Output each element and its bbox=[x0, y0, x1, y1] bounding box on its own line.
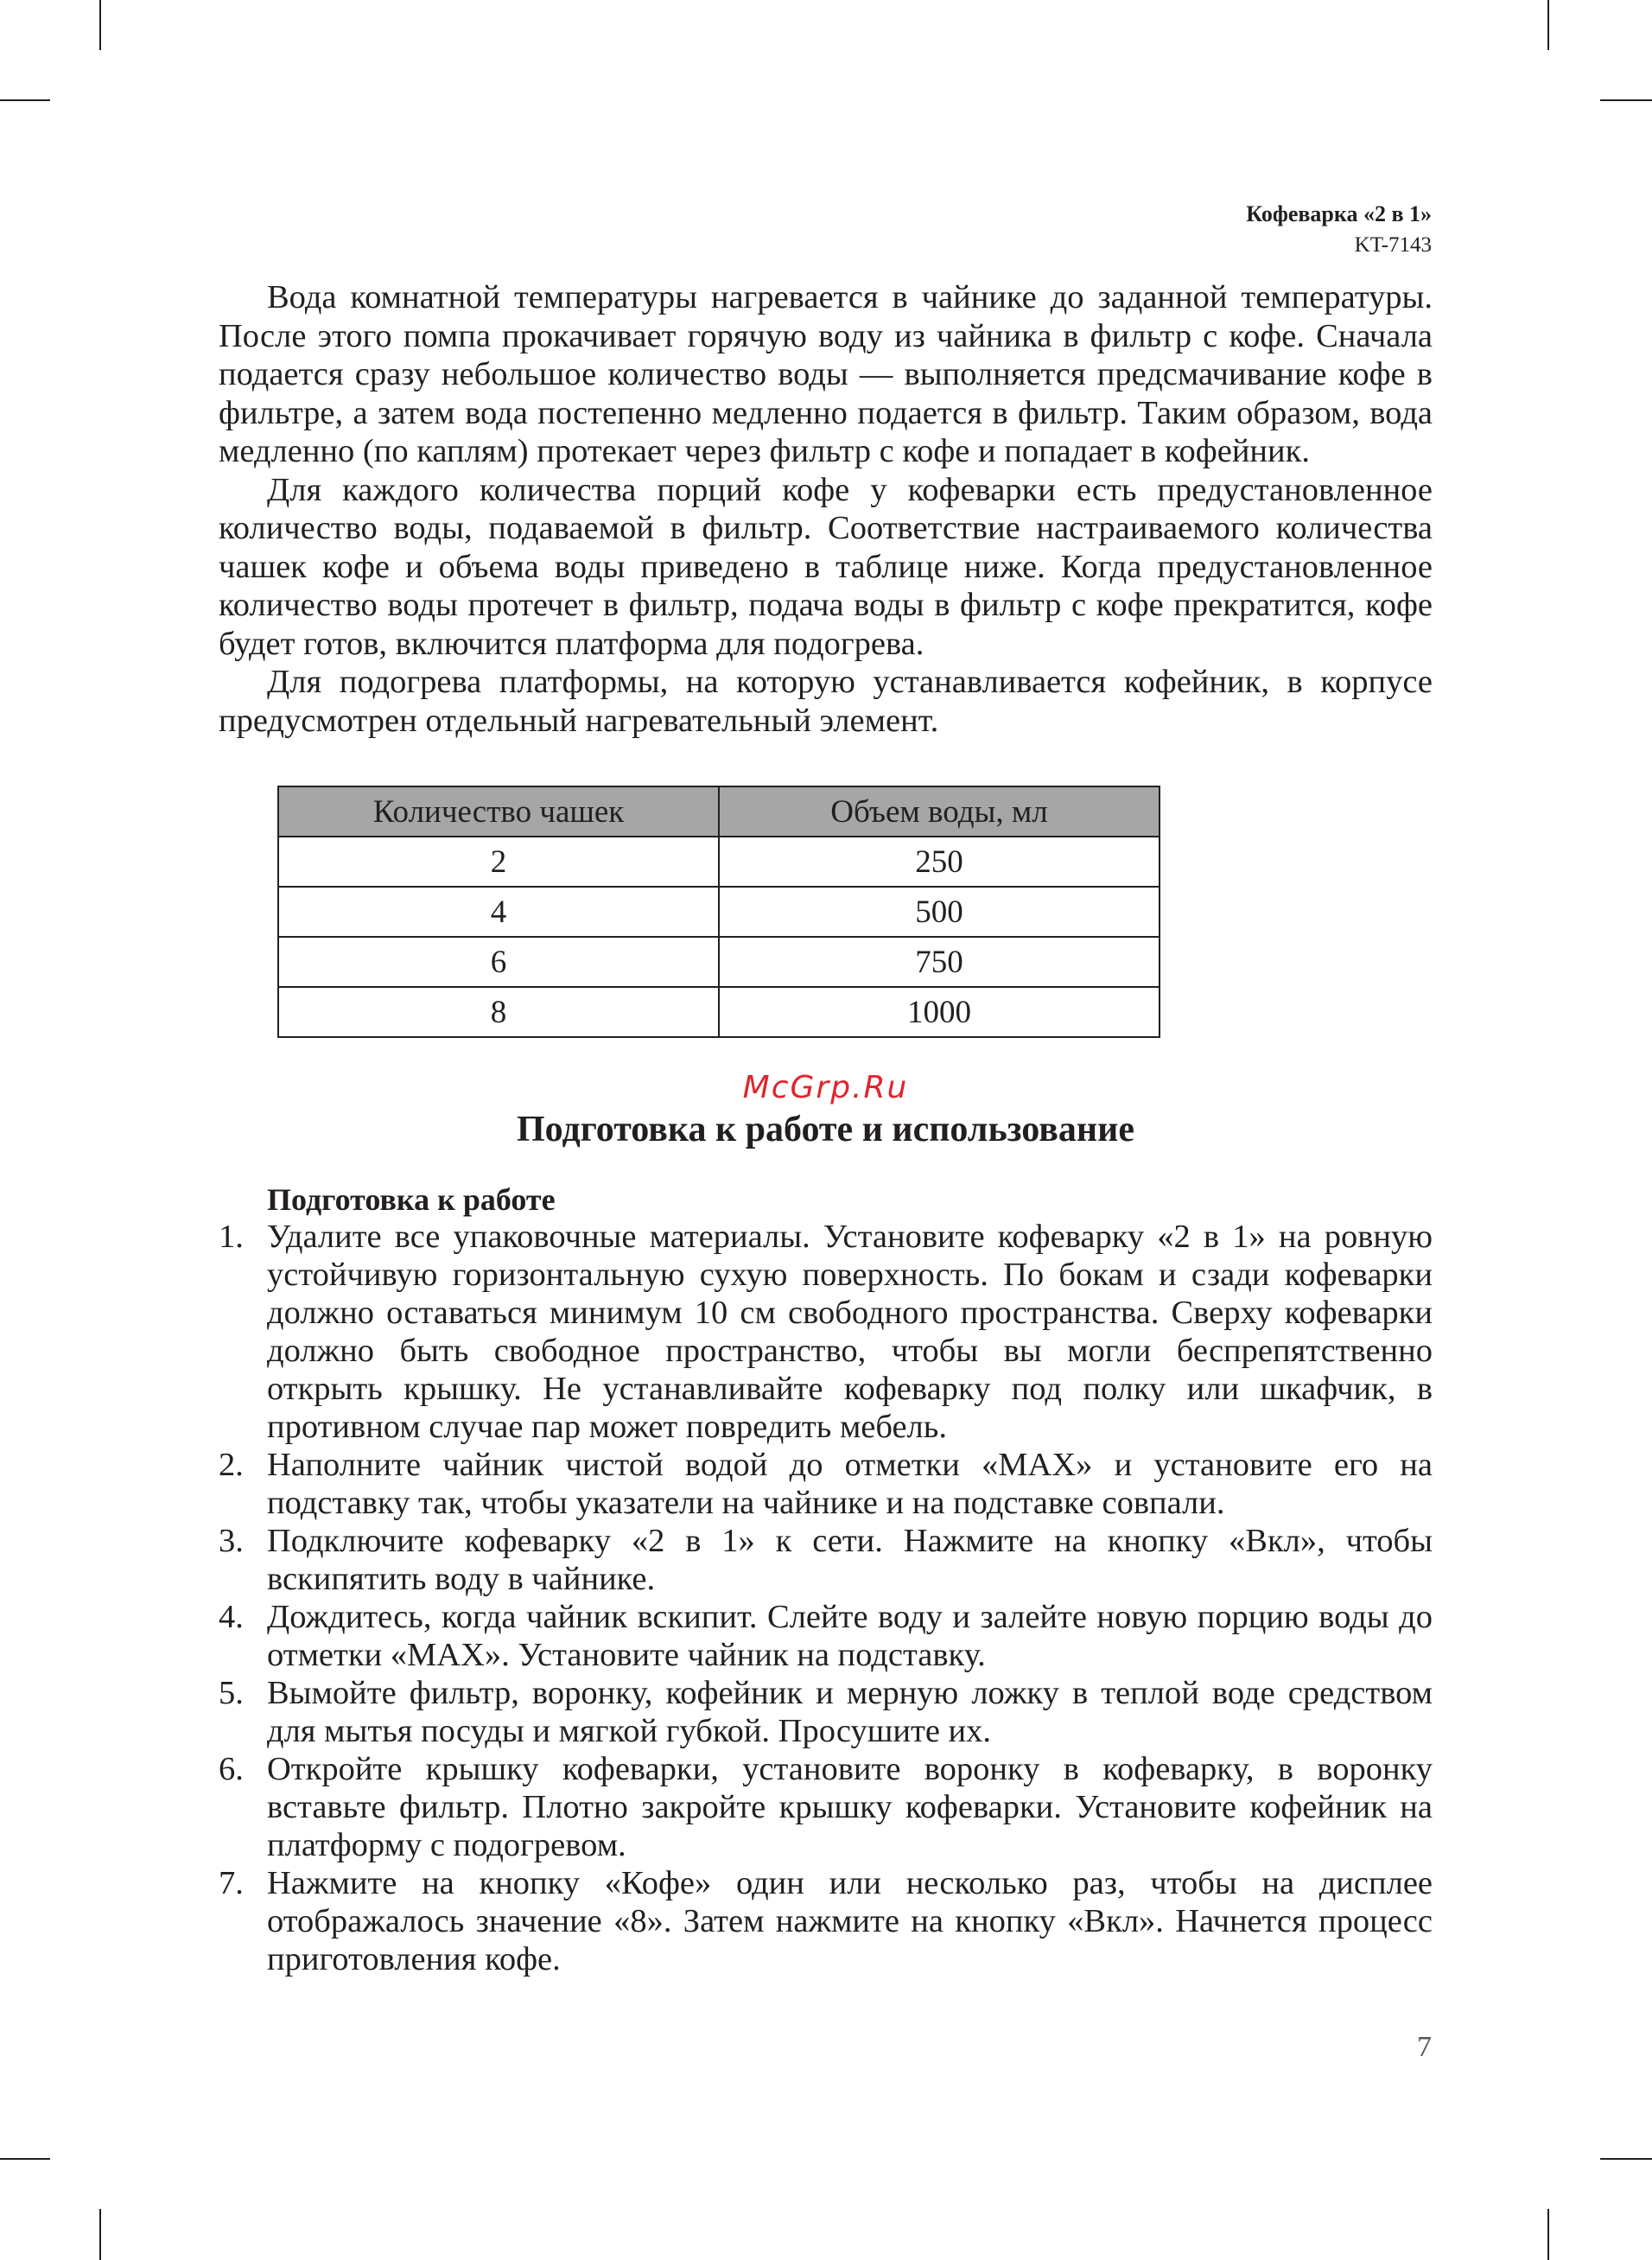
table-cell-volume: 1000 bbox=[719, 987, 1160, 1037]
intro-paragraph: Для подогрева платформы, на которую устанавливается кофейник, в корпусе предусмотрен отдельный нагревательный элемент. bbox=[219, 664, 1433, 739]
preparation-steps bbox=[219, 1218, 1433, 1978]
table-row bbox=[278, 887, 1160, 937]
list-item bbox=[219, 1598, 1433, 1674]
crop-mark bbox=[1600, 2158, 1652, 2160]
column-header-water-volume: Объем воды, мл bbox=[719, 786, 1160, 837]
step-number: 7. bbox=[219, 1865, 244, 1901]
crop-mark bbox=[1547, 2209, 1549, 2260]
page-number: 7 bbox=[1417, 2031, 1432, 2063]
crop-mark bbox=[1547, 0, 1549, 50]
step-number: 6. bbox=[219, 1751, 244, 1787]
crop-mark bbox=[0, 99, 50, 101]
step-text: Удалите все упаковочные материалы. Установите кофеварку «2 в 1» на ровную устойчивую горизонтальную сухую поверхность. По бокам и сзади кофеварки должно оставаться минимум 10 см свободного пространства. Сверху кофеварки должно быть свободное пространство, чтобы вы могли беспрепятственно открыть крышку. Не устанавливайте кофеварку под полку или шкафчик, в противном случае пар может повредить мебель. bbox=[267, 1219, 1433, 1445]
step-text: Откройте крышку кофеварки, установите воронку в кофеварку, в воронку вставьте фильтр. Плотно закройте крышку кофеварки. Установите кофейник на платформу с подогревом. bbox=[267, 1751, 1433, 1863]
cups-water-table bbox=[277, 786, 1160, 1038]
table-header-row bbox=[278, 786, 1160, 837]
step-text: Дождитесь, когда чайник вскипит. Слейте воду и залейте новую порцию воды до отметки «MAX». Установите чайник на подставку. bbox=[267, 1599, 1433, 1673]
crop-mark bbox=[0, 2158, 50, 2160]
table-cell-volume: 750 bbox=[719, 937, 1160, 987]
list-item bbox=[219, 1522, 1433, 1598]
step-text: Подключите кофеварку «2 в 1» к сети. Нажмите на кнопку «Вкл», чтобы вскипятить воду в чайнике. bbox=[267, 1523, 1433, 1597]
section-title: Подготовка к работе и использование bbox=[517, 1110, 1134, 1149]
step-number: 3. bbox=[219, 1523, 244, 1559]
table-cell-volume: 500 bbox=[719, 887, 1160, 937]
intro-paragraph: Вода комнатной температуры нагревается в чайнике до заданной температуры. После этого помпа прокачивает горячую воду из чайника в фильтр с кофе. Сначала подается сразу небольшое количество воды — выполняется предсмачивание кофе в фильтре, а затем вода постепенно медленно подается в фильтр. Таким образом, вода медленно (по каплям) протекает через фильтр с кофе и попадает в кофейник. bbox=[219, 279, 1433, 469]
step-number: 1. bbox=[219, 1219, 244, 1255]
list-item bbox=[219, 1446, 1433, 1522]
table-cell-cups: 4 bbox=[278, 887, 719, 937]
subsection-title: Подготовка к работе bbox=[267, 1182, 556, 1217]
column-header-cups: Количество чашек bbox=[278, 786, 719, 837]
crop-mark bbox=[99, 2209, 101, 2260]
running-header bbox=[1246, 199, 1432, 261]
step-text: Нажмите на кнопку «Кофе» один или несколько раз, чтобы на дисплее отображалось значение «8». Затем нажмите на кнопку «Вкл». Начнется процесс приготовления кофе. bbox=[267, 1865, 1433, 1977]
header-model-name: Кофеварка «2 в 1» bbox=[1246, 201, 1432, 226]
page-body bbox=[219, 278, 1433, 1978]
list-item bbox=[219, 1864, 1433, 1978]
crop-mark bbox=[1600, 99, 1652, 101]
list-item bbox=[219, 1750, 1433, 1864]
step-number: 2. bbox=[219, 1447, 244, 1483]
table-cell-cups: 6 bbox=[278, 937, 719, 987]
step-text: Наполните чайник чистой водой до отметки «MAX» и установите его на подставку так, чтобы указатели на чайнике и на подставке совпали. bbox=[267, 1447, 1433, 1521]
list-item bbox=[219, 1218, 1433, 1446]
intro-paragraph: Для каждого количества порций кофе у кофеварки есть предустановленное количество воды, подаваемой в фильтр. Соответствие настраиваемого количества чашек кофе и объема воды приведено в таблице ниже. Когда предустановленное количество воды протечет в фильтр, подача воды в фильтр с кофе прекратится, кофе будет готов, включится платформа для подогрева. bbox=[219, 471, 1433, 662]
step-text: Вымойте фильтр, воронку, кофейник и мерную ложку в теплой воде средством для мытья посуды и мягкой губкой. Просушите их. bbox=[267, 1675, 1433, 1749]
list-item bbox=[219, 1674, 1433, 1750]
table-row bbox=[278, 937, 1160, 987]
table-row bbox=[278, 987, 1160, 1037]
table-row bbox=[278, 837, 1160, 887]
watermark: McGrp.Ru bbox=[742, 1070, 909, 1105]
header-model-code: KT-7143 bbox=[1354, 233, 1432, 257]
table-cell-cups: 8 bbox=[278, 987, 719, 1037]
crop-mark bbox=[99, 0, 101, 50]
step-number: 5. bbox=[219, 1675, 244, 1711]
table-cell-cups: 2 bbox=[278, 837, 719, 887]
step-number: 4. bbox=[219, 1599, 244, 1635]
table-cell-volume: 250 bbox=[719, 837, 1160, 887]
